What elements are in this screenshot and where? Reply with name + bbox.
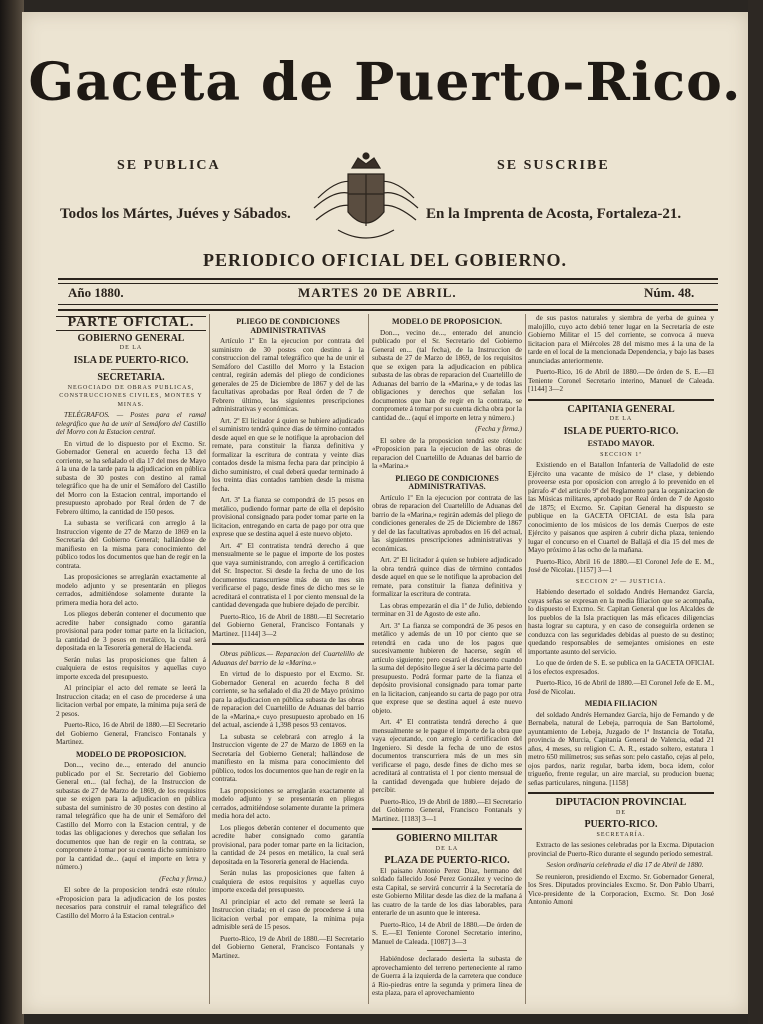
se-publica-label: SE PUBLICA: [117, 158, 221, 173]
divider: [58, 309, 718, 311]
heading: GOBIERNO GENERAL: [77, 332, 185, 344]
date-signature-note: (Fecha y firma.): [475, 425, 522, 433]
section-label: SECCION 2ª — JUSTICIA.: [575, 578, 667, 585]
notice-summary: Obras públicas.— Reparacion del Cuartelillo de Aduanas del barrio de la «Marina.»: [212, 650, 364, 667]
paragraph: El paisano Antonio Perez Diaz, hermano del soldado fallecido José Perez González y vecino de esta Capital, se servirá concurrir á la Secretaría de este Gobierno Militar desde las diez de la mañana á las cuatro de la tarde de los dias laborables, para enterarle de un asunto que le interesa.: [372, 866, 522, 917]
heading-connector: DE: [616, 809, 626, 816]
heading: DIPUTACION PROVINCIAL: [555, 797, 687, 808]
paragraph: Don..., vecino de..., enterado del anuncio publicado por el Sr. Secretario del Gobierno General en... (tal fecha), de la Instruccion de subasta de 27 de Marzo de 1869, de los requisitos que se exigen para la adjudicacion en pública subasta de las obras de reparacion del Cuartelillo de Aduanas del barrio de la «Marina,» y de todas las obligaciones y derechos que señalan los documentos que han de regir en la contrata, se compromete á tomar por su cuenta dicha obra por la cantidad de... (aquí el importe en letra y número.): [372, 328, 522, 422]
subheading: MODELO DE PROPOSICION.: [391, 317, 502, 326]
column-2: [212, 314, 364, 1004]
paragraph: Don..., vecino de..., enterado del anuncio publicado por el Sr. Secretario del Gobierno General en... (tal fecha), de la Instruccion de subastas de 27 de Marzo de 1869, de los requisitos que se exigen para la adjudicacion en pública subasta del suministro de 30 postes con destino al ramal telegráfico que ha de unir el Semáforo del Castillo del Morro con la Estacion central, y de todas las obligaciones y derechos que señalan los documentos que han de regir en la contrata, se compromete á tomar por su cuenta dicho suministro por la cantidad de... (aquí el importe en letra y número.): [56, 761, 206, 871]
column-1: [56, 314, 206, 1004]
paragraph: Al principiar el acto del remate se leerá la Instruccion citada; en el caso de procederse á una licitacion verbal por empate, la mínima puja admisible será de 15 pesos.: [212, 897, 364, 931]
paragraph: El sobre de la proposicion tendrá este rótulo: «Proposicion para la ejecucion de las obras de reparacion del Cuartelillo de Aduanas del barrio de la «Marina.»: [372, 436, 522, 470]
heading: CAPITANIA GENERAL: [567, 403, 675, 415]
column-4: [528, 314, 714, 1004]
paragraph: Los pliegos deberán contener el documento que acredite haber consignado como garantía provisional, para poder tomar parte en la licitacion, la cantidad de 24 pesos en metálico, la cual será depositada en la Tesorería general de Hacienda.: [212, 823, 364, 866]
paragraph: Artículo 1º En la ejecucion por contrata de las obras de reparacion del Cuartelillo de Aduanas del barrio de la «Marina,» regirán además del pliego de condiciones generales de 25 de Diciembre de 1867 y del de las facultativas aprobados en 16 del actual, las siguientes prescripciones administrativas y económicas.: [372, 493, 522, 553]
heading: SECRETARIA.: [97, 372, 165, 383]
issue-number: Núm. 48.: [644, 285, 695, 300]
paragraph: Extracto de las sesiones celebradas por la Excma. Diputacion provincial de Puerto-Rico durante el segundo período semestral.: [528, 841, 714, 858]
paragraph: Existiendo en el Batallon Infantería de Valladolid de este Ejército una vacante de músico de 1ª clase, y debiendo proveerse esta por oposicion con arreglo á lo prevenido en el párrafo 4º del artículo 9º del Reglamento para la organizacion de las Músicas militares, aprobado por Real órden de 7 de Agosto de 1875; el Excmo. Sr. Capitan General ha dispuesto se publique en la GACETA OFICIAL de esta Isla para conocimiento de los músicos de los demás Cuerpos de este Ejército y paisanos que aspiren á cubrir dicha plaza, teniendo lugar el concurso en el Cuartel de Ballajá el dia 15 del mes de Mayo próximo á las ocho de la mañana.: [528, 461, 714, 554]
heading: GOBIERNO MILITAR: [396, 833, 498, 844]
paragraph: El sobre de la proposicion tendrá este rótulo: «Proposicion para la adjudicacion de los postes necesarios para construir el ramal telegráfico del Castillo del Morro á la Estacion central.»: [56, 886, 206, 920]
subheading: PLIEGO DE CONDICIONES ADMINISTRATIVAS.: [395, 473, 499, 491]
divider: [528, 792, 714, 794]
paragraph: Artículo 1º En la ejecucion por contrata del suministro de 30 postes con destino á la construccion del ramal telegráfico que ha de unir el Semáforo del Castillo del Morro y la Estacion central, regirán además del pliego de condiciones generales de 25 de Diciembre de 1867 y del de las facultativas aprobadas por Real órden de 7 de Febrero último, las siguientes prescripciones administrativas y económicas.: [212, 337, 364, 413]
divider: [111, 369, 151, 370]
signature: Puerto-Rico, Abril 16 de 1880.—El Coronel Jefe de E. M., José de Nicolau. [1157] 3—1: [528, 557, 714, 574]
issue-year: Año 1880.: [68, 285, 124, 300]
coat-of-arms-icon: [308, 148, 424, 248]
masthead-title: Gaceta de Puerto-Rico.: [28, 52, 742, 113]
divider: [212, 643, 364, 645]
divider: [58, 304, 718, 305]
publication-schedule: Todos los Mártes, Juéves y Sábados.: [60, 206, 291, 222]
paragraph: Las obras empezarán el dia 1º de Julio, debiendo terminar en 31 de Agosto de este año.: [372, 601, 522, 618]
paragraph: de sus pastos naturales y siembra de yerba de guinea y malojillo, cuyo acto debió tener lugar en la Secretaría de este Gobierno Militar el 15 del corriente, se convoca á nueva licitacion para el Miércoles 28 del mismo mes á la una de la tarde en el local de la mencionada Dependencia, y bajo las bases anunciadas anteriormente.: [528, 314, 714, 365]
book-spine: [0, 0, 24, 1024]
section-label: SECCION 1ª: [600, 451, 642, 458]
subheading: MODELO DE PROPOSICION.: [75, 749, 186, 759]
se-suscribe-label: SE SUSCRIBE: [497, 158, 610, 173]
paragraph: Las proposiciones se arreglarán exactamente al modelo adjunto y se presentarán en pliegos cerrados, admitiéndose solamente durante la primera media hora del acto.: [212, 786, 364, 820]
heading: ISLA DE PUERTO-RICO.: [563, 425, 679, 437]
section-title: PARTE OFICIAL.: [56, 316, 206, 331]
heading-connector: DE LA: [119, 345, 143, 351]
newspaper-page: [22, 12, 748, 1014]
negociado-heading: NEGOCIADO DE OBRAS PUBLICAS, CONSTRUCCIONES CIVILES, MONTES Y MINAS.: [59, 384, 203, 408]
session-note: Sesion ordinaria celebrada el dia 17 de Abril de 1880.: [546, 861, 704, 869]
notice-summary: TELÉGRAFOS. — Postes para el ramal telegráfico que ha de unir al Semáforo del Castillo del Morro con la Estacion central.: [56, 411, 206, 436]
divider: [58, 283, 718, 284]
paragraph: del soldado Andrés Hernandez García, hijo de Fernando y de Bernabela, natural de Lebeja, parroquia de San Bartolomé, ayuntamiento de Lebeja, Juzgado de 1ª Instancia de Totaña, provincia de Murcia, Capitanía General de Valencia, edad 21 años, 4 meses, su religion C. A. R., estado soltero, estatura 1 metro 650 milímetros; sus señas son: pelo castaño, cejas al pelo, ojos pardos, nariz regular, barba idem, boca idem, color trigueño, frente regular, un aire marcial, su producion buena; señas particulares, ninguna. [1158]: [528, 710, 714, 787]
paragraph: Al principiar el acto del remate se leerá la Instruccion citada; en el caso de procederse á una licitacion verbal por empate, la mínima puja será de 2 pesos.: [56, 684, 206, 718]
signature: Puerto-Rico, 16 de Abril de 1880.—El Coronel Jefe de E. M., José de Nicolau.: [528, 679, 714, 696]
column-3: [372, 314, 522, 1004]
newspaper-subtitle: PERIODICO OFICIAL DEL GOBIERNO.: [202, 250, 568, 270]
paragraph: Art. 3º La fianza se compondrá de 15 pesos en metálico, pudiendo formar parte de ella el depósito provisional consignado para poder tomar parte en la licitacion, entregando en carta de pago por otra que exprese que se destina aquel á este nuevo objeto.: [212, 496, 364, 538]
divider: [528, 399, 714, 401]
paragraph: La subasta se celebrará con arreglo á la Instruccion vigente de 27 de Marzo de 1869 en la Secretaría del Gobierno General; hallándose de manifiesto en la misma para conocimiento del público, todos los documentos que han de regir en la contrata.: [212, 732, 364, 783]
signature: Puerto-Rico, 16 de Abril de 1880.—De órden de S. E.—El Teniente Coronel Secretario interino, Manuel de Caleada. [1144] 3—2: [528, 368, 714, 393]
heading: ISLA DE PUERTO-RICO.: [73, 354, 189, 366]
heading: PLAZA DE PUERTO-RICO.: [384, 855, 510, 866]
paragraph: Se reunieron, presidiendo el Excmo. Sr. Gobernador General, los Sres. Diputados provinciales Excmo. Sr. Don Pablo Ubarri, Vice-presidente de la Corporacion, Excmo. Sr. Don José Antonio Amoni: [528, 872, 714, 906]
column-divider: [368, 314, 369, 1004]
paragraph: Las proposiciones se arreglarán exactamente al modelo adjunto y se presentarán en pliegos cerrados, admitiéndose solamente durante la primera media hora del acto.: [56, 573, 206, 607]
divider: [58, 278, 718, 280]
paragraph: Art. 2º El licitador á quien se hubiere adjudicado el suministro tendrá quince dias de término contados desde aquel en que se le notifique la aprobacion del remate, para constituir la fianza definitiva y formalizar la escritura de contrata y veinte dias contados desde la misma fecha para dar principio á dicho suministro, el cual deberá quedar terminado á los treinta dias contados tambien desde la misma fecha.: [212, 416, 364, 493]
subheading: ESTADO MAYOR.: [587, 439, 655, 448]
paragraph: Habiéndose declarado desierta la subasta de aprovechamiento del terreno perteneciente al ramo de Guerra á la izquierda de la carretera que conduce á Rio-piedras entre la segunda y primera línea de esta plaza, para el aprovechamiento: [372, 955, 522, 997]
date-signature-note: (Fecha y firma.): [159, 874, 206, 883]
signature: Puerto-Rico, 19 de Abril de 1880.—El Secretario del Gobierno General, Francisco Fontanals y Martinez.: [212, 934, 364, 960]
signature: Puerto-Rico, 16 de Abril de 1880.—El Secretario del Gobierno General, Francisco Fontanals y Martinez.: [56, 721, 206, 746]
paragraph: Habiendo desertado el soldado Andrés Hernandez García, cuyas señas se expresan en la media filiacion que se acompaña, lo dispuesto el Excmo. Sr. Capitan General que los Alcaldes de los pueblos de la Isla practiquen las más eficaces diligencias hasta lograr su captura, y en caso de conseguirla ordenen se conduzca con las seguridades debidas al puesto de su destino; quedando responsables de semejantes omisiones en este importante asunto del servicio.: [528, 588, 714, 656]
paragraph: Art. 4º El contratista tendrá derecho á que mensualmente se le pague el importe de los postes que vaya suministrando, con arreglo á certificacion del Sr. Inspector. Si desde la fecha de uno de los documentos transcurriese más de un mes sin verificarse el pago, desde fines de dicho mes se le acreditará el contratista el 1 por ciento mensual de la cantidad devengada que hubiere dejado de percibir.: [212, 541, 364, 609]
column-divider: [209, 314, 210, 1004]
heading-connector: DE LA: [609, 416, 633, 422]
subheading: PLIEGO DE CONDICIONES ADMINISTRATIVAS: [236, 317, 340, 335]
divider: [372, 828, 522, 830]
heading: PUERTO-RICO.: [584, 819, 658, 830]
heading-connector: DE LA: [435, 845, 459, 852]
paragraph: Los pliegos deberán contener el documento que acredite haber consignado como garantía provisional para poder tomar parte en la licitacion, la cantidad de 3 pesos en metálico, la cual será depositada en la Tesorería general de Hacienda.: [56, 610, 206, 652]
column-divider: [525, 314, 526, 1004]
paragraph: Art. 3º La fianza se compondrá de 36 pesos en metálico y además de un 10 por ciento que se retendrá en cada uno de los pagos que sucesivamente hubieren de hacerse, según el artículo siguiente; pero cesará el descuento cuando la suma del depósito llegue á ser la décima parte del presupuesto. Podrá formar parte de la fianza el depósito provisional consignado para tomar parte en la licitacion, canjeando su carta de pago por otra que exprese que se destina aquel á este nuevo objeto.: [372, 621, 522, 715]
signature: Puerto-Rico, 14 de Abril de 1880.—De órden de S. E.—El Teniente Coronel Secretario interino, Manuel de Caleada. [1087] 3—3: [372, 920, 522, 946]
paragraph: Art. 2º El licitador á quien se hubiere adjudicado la obra tendrá quince dias de término contados desde aquel en que se le notifique la aprobacion del remate, para constituir la fianza definitiva y formalizar la escritura de contrata.: [372, 556, 522, 598]
signature: Puerto-Rico, 16 de Abril de 1880.—El Secretario del Gobierno General, Francisco Fontanals y Martinez. [1144] 3—2: [212, 612, 364, 638]
paragraph: En virtud de lo dispuesto por el Excmo. Sr. Gobernador General en acuerdo fecha 13 del corriente, se ha señalado el dia 17 del mes de Mayo á la una de la tarde para la adjudicacion en pública subasta de 30 postes con destino al ramal telegráfico que ha de unir el Semáforo del Castillo del Morro con la Estacion central, importando el presupuesto aprobado por Real órden de 7 de Febrero último, la cantidad de 150 pesos.: [56, 439, 206, 516]
paragraph: Serán nulas las proposiciones que falten á cualquiera de estos requisitos y aquellas cuyo importe exceda del presupuesto.: [56, 655, 206, 681]
imprenta-address: En la Imprenta de Acosta, Fortaleza-21.: [426, 206, 682, 222]
paragraph: Art. 4º El contratista tendrá derecho á que mensualmente se le pague el importe de la obra que vaya ejecutando, con arreglo á certificacion del Ingeniero. Si desde la fecha de uno de estos documentos transcurriera más de un mes sin verificarse el pago, desde fines de dicho mes se acreditará al contratista el 1 por ciento mensual de la cantidad devengada que hubiere dejado de percibir.: [372, 718, 522, 794]
paragraph: En virtud de lo dispuesto por el Excmo. Sr. Gobernador General en acuerdo fecha 8 del corriente, se ha señalado el dia 20 de Mayo próximo para la adjudicacion en pública subasta de las obras de reparacion del Cuartelillo de Aduanas del barrio de la «Marina,» cuyo presupuesto aprobado en 16 del actual, asciende á 1,398 pesos 93 centavos.: [212, 670, 364, 729]
divider: [427, 950, 467, 951]
scan-edge: [748, 0, 763, 1024]
paragraph: Lo que de órden de S. E. se publica en la GACETA OFICIAL á los efectos expresados.: [528, 659, 714, 676]
paragraph: La subasta se verificará con arreglo á la Instruccion vigente de 27 de Marzo de 1869 en la Secretaría del Gobierno General; hallándose de manifiesto en la misma para conocimiento del público todos los documentos que han de regir en la contrata.: [56, 519, 206, 570]
paragraph: Serán nulas las proposiciones que falten á cualquiera de estos requisitos y aquellas cuyo importe exceda del presupuesto.: [212, 869, 364, 894]
signature: Puerto-Rico, 19 de Abril de 1880.—El Secretario del Gobierno General, Francisco Fontanals y Martinez. [1183] 3—1: [372, 797, 522, 823]
issue-date: MARTES 20 DE ABRIL.: [298, 285, 457, 300]
section-label: SECRETARÍA.: [596, 831, 646, 838]
subheading: MEDIA FILIACION: [584, 699, 658, 708]
